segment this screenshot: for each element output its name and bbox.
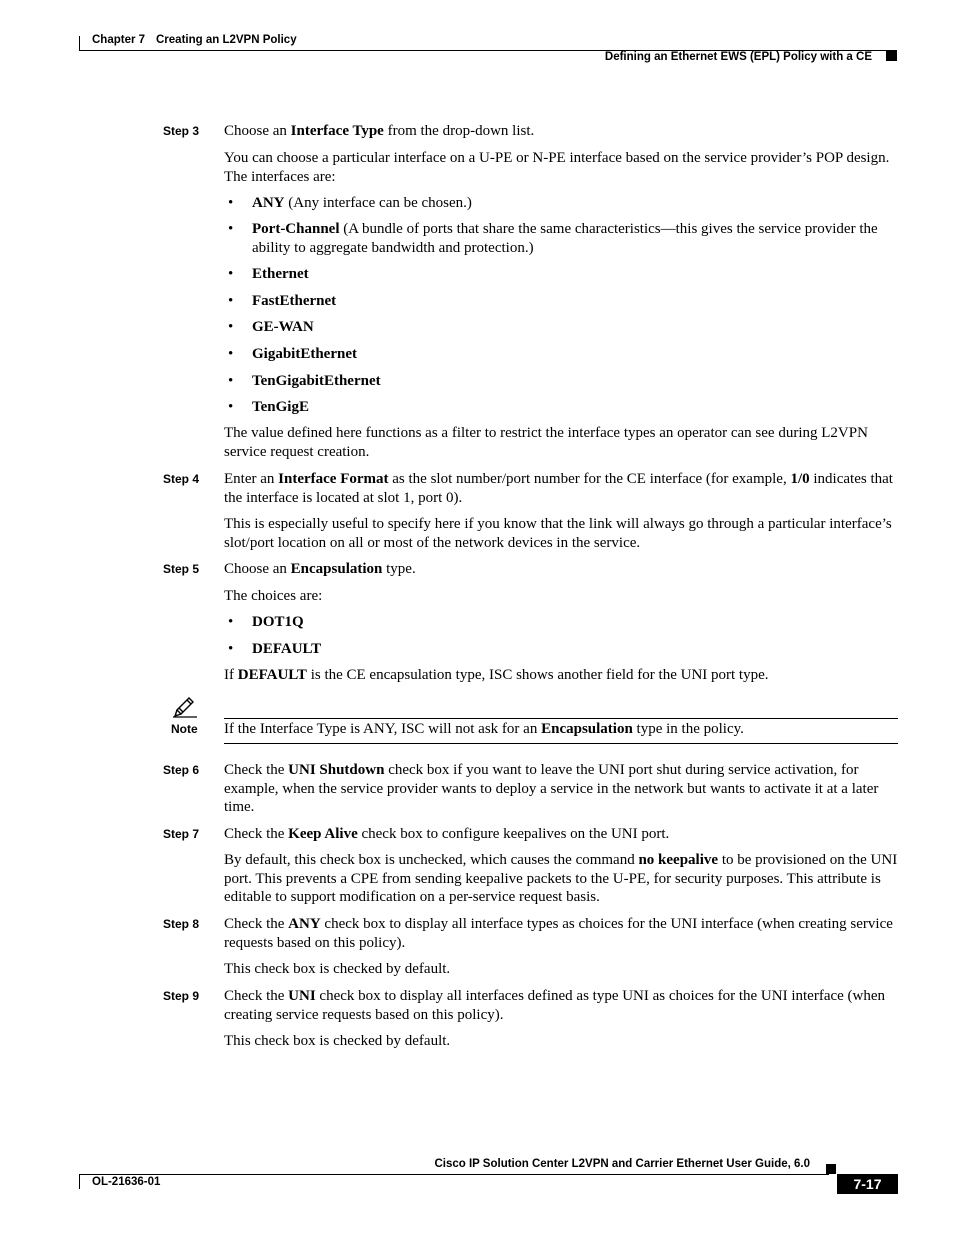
step-5-text: Choose an Encapsulation type.: [224, 561, 416, 577]
pencil-note-icon: [172, 694, 198, 718]
step-5-label: Step 5: [163, 562, 200, 576]
interface-type-port-channel: Port-Channel (A bundle of ports that share the same characteristics—this gives the service provider the ability to aggregate bandwidth and protection.): [252, 221, 878, 256]
step-8-text: Check the ANY check box to display all interface types as choices for the UNI interface (when creating service requests based on this policy).: [224, 916, 893, 951]
step-7-label: Step 7: [163, 827, 200, 841]
note-text: If the Interface Type is ANY, ISC will not ask for an Encapsulation type in the policy.: [224, 721, 744, 737]
step-5-choices-intro: The choices are:: [224, 588, 323, 604]
footer-guide-title: Cisco IP Solution Center L2VPN and Carrier Ethernet User Guide, 6.0: [434, 1158, 810, 1170]
step-3-label: Step 3: [163, 124, 200, 138]
interface-type-tengigabitethernet: TenGigabitEthernet: [252, 373, 381, 389]
bullet-dot: •: [228, 399, 234, 415]
bullet-dot: •: [228, 641, 234, 657]
step-8-default: This check box is checked by default.: [224, 961, 451, 977]
header-block-mark: [886, 51, 897, 61]
step-7-text: Check the Keep Alive check box to configure keepalives on the UNI port.: [224, 826, 670, 842]
header-chapter: Chapter 7: [92, 34, 146, 46]
step-7-detail: By default, this check box is unchecked, which causes the command no keepalive to be provisioned on the UNI port. This prevents a CPE from sending keepalive packets to the U-PE, for security purposes. This attribute is editable to support modification on a per-service request basis.: [224, 852, 898, 906]
interface-type-tengige: TenGigE: [252, 399, 309, 415]
step-3-text: Choose an Interface Type from the drop-down list.: [224, 123, 535, 139]
step-8-label: Step 8: [163, 917, 200, 931]
bullet-dot: •: [228, 346, 234, 362]
header-chapter-title: Creating an L2VPN Policy: [156, 34, 297, 46]
step-6-text: Check the UNI Shutdown check box if you want to leave the UNI port shut during service activation, for example, when the service provider wants to deploy a service in the network but wants to activate it at a later time.: [224, 762, 879, 816]
header-section-title: Defining an Ethernet EWS (EPL) Policy with a CE: [604, 51, 872, 63]
step-4-text: Enter an Interface Format as the slot number/port number for the CE interface (for example, 1/0 indicates that the interface is located at slot 1, port 0).: [224, 471, 893, 506]
interface-type-gigabitethernet: GigabitEthernet: [252, 346, 357, 362]
interface-type-fastethernet: FastEthernet: [252, 293, 337, 309]
step-9-default: This check box is checked by default.: [224, 1033, 451, 1049]
encapsulation-dot1q: DOT1Q: [252, 614, 304, 630]
footer-left-bar: [79, 1174, 80, 1189]
bullet-dot: •: [228, 614, 234, 630]
step-6-label: Step 6: [163, 763, 200, 777]
footer-block-mark: [826, 1164, 836, 1174]
footer-doc-number: OL-21636-01: [92, 1176, 161, 1188]
bullet-dot: •: [228, 266, 234, 282]
step-5-default-note: If DEFAULT is the CE encapsulation type, ISC shows another field for the UNI port type.: [224, 667, 769, 683]
bullet-dot: •: [228, 195, 234, 211]
header-left-bar: [79, 36, 80, 51]
bullet-dot: •: [228, 293, 234, 309]
bullet-dot: •: [228, 373, 234, 389]
step-4-detail: This is especially useful to specify here if you know that the link will always go through a particular interface’s slot/port location on all or most of the network devices in the service.: [224, 516, 892, 551]
step-9-text: Check the UNI check box to display all interfaces defined as type UNI as choices for the UNI interface (when creating service requests based on this policy).: [224, 988, 886, 1023]
interface-type-any: ANY (Any interface can be chosen.): [252, 195, 472, 211]
encapsulation-default: DEFAULT: [252, 641, 322, 657]
footer-rule: [79, 1174, 829, 1175]
step-3-filter-note: The value defined here functions as a filter to restrict the interface types an operator can see during L2VPN service request creation.: [224, 425, 868, 460]
step-3-interfaces-intro: You can choose a particular interface on a U-PE or N-PE interface based on the service provider’s POP design. The interfaces are:: [224, 150, 890, 185]
bullet-dot: •: [228, 319, 234, 335]
note-rule-bottom: [224, 743, 898, 744]
interface-type-ethernet: Ethernet: [252, 266, 309, 282]
interface-type-ge-wan: GE-WAN: [252, 319, 314, 335]
note-rule-top: [224, 718, 898, 719]
step-9-label: Step 9: [163, 989, 200, 1003]
note-label: Note: [171, 722, 198, 736]
footer-page-number: 7-17: [837, 1174, 898, 1194]
bullet-dot: •: [228, 221, 234, 237]
step-4-label: Step 4: [163, 472, 200, 486]
